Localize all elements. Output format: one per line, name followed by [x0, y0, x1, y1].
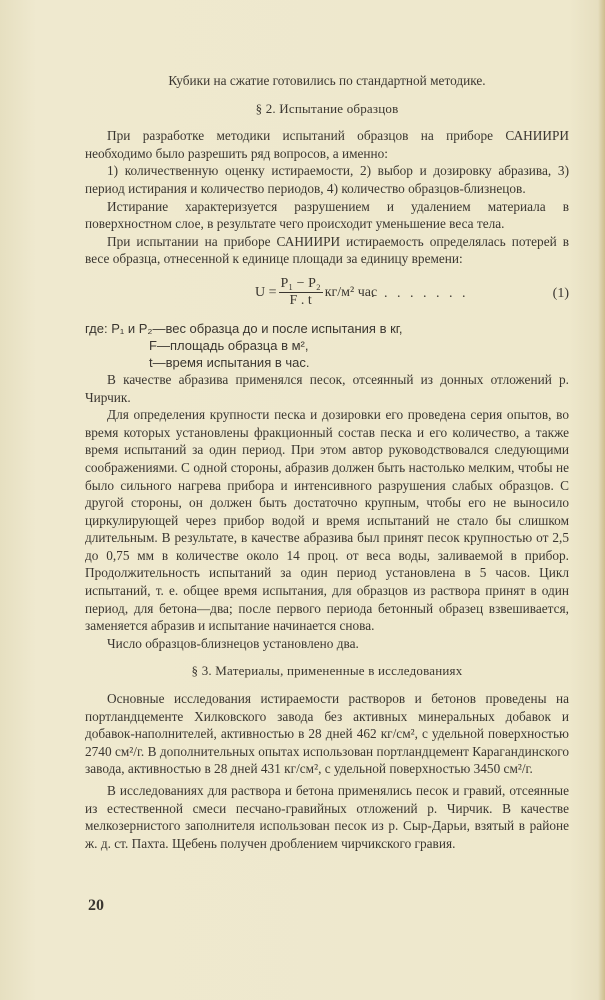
section-2-heading: § 2. Испытание образцов [255, 100, 399, 116]
formula-leader-dots: . . . . . . . . [371, 285, 469, 301]
paragraph-aggregates: В исследованиях для раствора и бетона применялись песок и гравий, отсеянные из естественной смеси песчано-гравийных отложений р. Чирчик. В качестве мелкозернистого заполнителя использован песок из р. Сыр-Дарьи, взятый в районе ж. д. ст. Пахта. Щебень получен дроблением чирчикского гравия. [85, 783, 569, 851]
paragraph-abrasive: В качестве абразива применялся песок, отсеянный из донных отложений р. Чирчик. [85, 371, 569, 405]
paragraph-twin-samples: Число образцов-близнецов установлено два. [107, 635, 359, 651]
formula-denominator: F . t [289, 292, 312, 308]
formula-expression [255, 276, 377, 309]
paragraph-methodology: При разработке методики испытаний образцов на приборе САНИИРИ необходимо было разрешить ряд вопросов, а именно: [85, 128, 569, 161]
paragraph-questions-list: 1) количественную оценку истираемости, 2) выбор и дозировку абразива, 3) период истирания и количество периодов, 4) количество образцов-близнецов. [85, 163, 569, 196]
paragraph-abrasion-measure: При испытании на приборе САНИИРИ истираемость определялась потерей в весе образца, отнесенной к единице площади за единицу времени: [85, 233, 569, 267]
formula-legend [85, 320, 569, 371]
text-column [85, 72, 569, 852]
page-number: 20 [88, 897, 104, 914]
formula-lhs: U = [255, 284, 277, 300]
formula-fraction [279, 276, 323, 309]
section-3-heading: § 3. Материалы, примененные в исследованиях [191, 663, 463, 679]
legend-p1-p2: где: P₁ и P₂—вес образца до и после испытания в кг, [85, 320, 403, 336]
paragraph-sand-grading: Для определения крупности песка и дозировки его проведена серия опытов, во время которых установлены фракционный состав песка и его количество, а также время испытаний за один период. При этом автор руководствовался следующими соображениями. С одной стороны, абразив должен быть настолько мелким, чтобы не было сильного нагрева прибора и интенсивного разрушения слабых образцов. С другой стороны, он должен быть достаточно крупным, чтобы его не выносило циркулирующей через прибор водой и время испытаний не стало бы слишком длительным. В результате, в качестве абразива был принят песок крупностью от 2,5 до 0,75 мм в количестве около 14 проц. от веса воды, заливаемой в прибор. Продолжительность испытаний за один период установлена в 5 часов. Цикл испытаний, т. е. общее время испытания, для образцов из раствора принят в один период, для бетона—два; после первого периода бетонный образец взвешивается, заменяется абразив и испытание начинается снова. [85, 407, 569, 634]
formula-1 [85, 272, 569, 318]
legend-f: F—площадь образца в м², [149, 337, 309, 353]
intro-line: Кубики на сжатие готовились по стандартной методике. [168, 73, 486, 88]
legend-t: t—время испытания в час. [149, 354, 310, 370]
formula-numerator: P₁ − P₂ [280, 275, 321, 291]
formula-number: (1) [552, 285, 569, 301]
paragraph-cement: Основные исследования истираемости растворов и бетонов проведены на портландцементе Хилковского завода без активных минеральных добавок и добавок-наполнителей, активностью в 28 дней 462 кг/см², с удельной поверхностью 2740 см²/г. В дополнительных опытах использован портландцемент Карагандинского завода, активностью в 28 дней 431 кг/см², с удельной поверхностью 3450 см²/г. [85, 691, 569, 777]
formula-units: кг/м² час [324, 284, 378, 300]
page-edge-shadow [598, 0, 605, 1000]
paragraph-abrasion-definition: Истирание характеризуется разрушением и удалением материала в поверхностном слое, в результате чего происходит уменьшение веса тела. [85, 198, 569, 232]
